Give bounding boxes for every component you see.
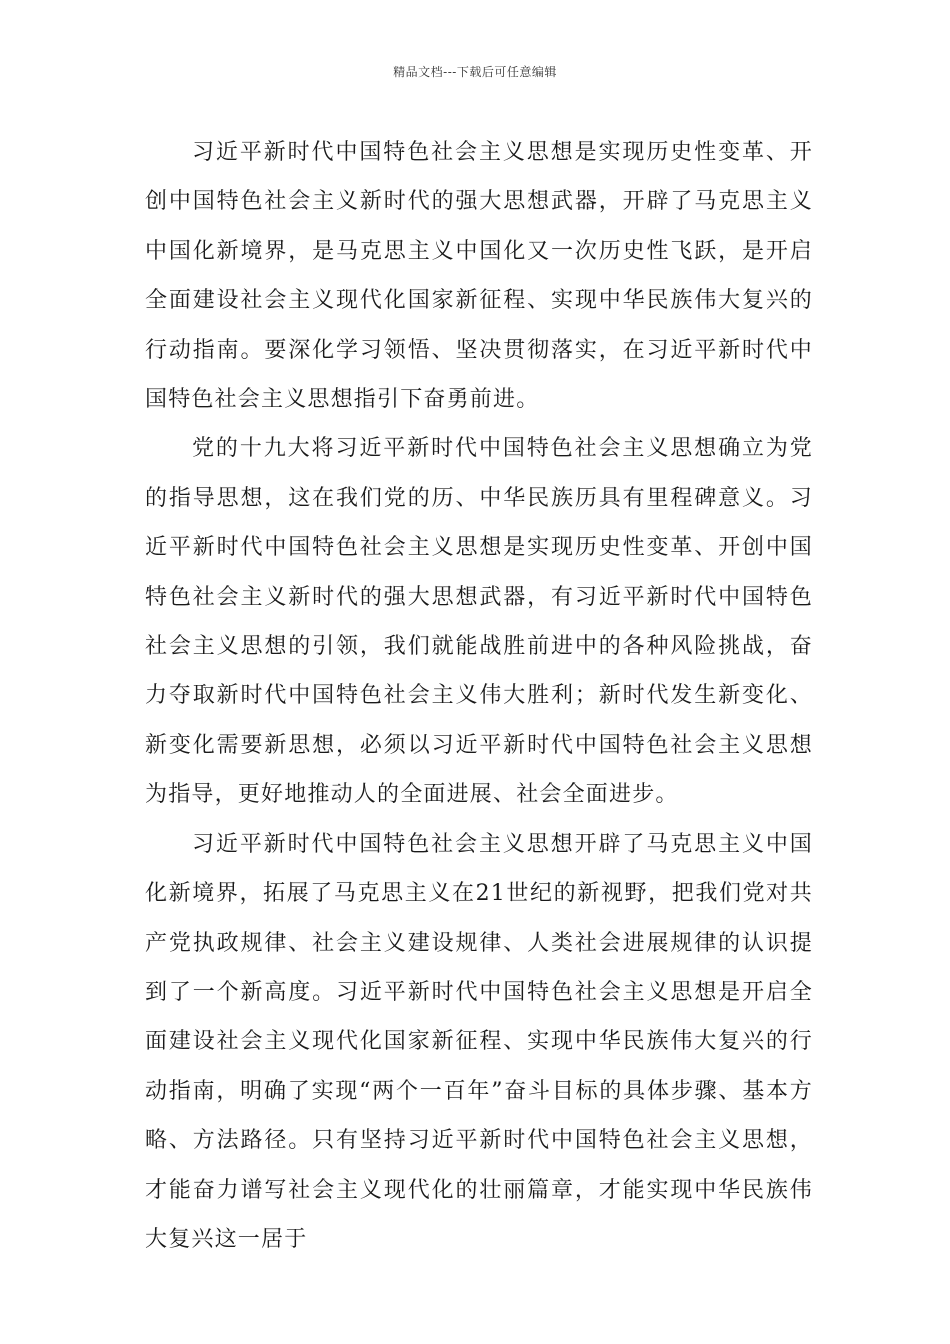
- paragraph-3: 习近平新时代中国特色社会主义思想开辟了马克思主义中国化新境界，拓展了马克思主义在21世纪的新视野，把我们党对共产党执政规律、社会主义建设规律、人类社会进展规律的认识提到了一个新高度。习近平新时代中国特色社会主义思想是开启全面建设社会主义现代化国家新征程、实现中华民族伟大复兴的行动指南，明确了实现“两个一百年”奋斗目标的具体步骤、基本方略、方法路径。只有坚持习近平新时代中国特色社会主义思想，才能奋力谱写社会主义现代化的壮丽篇章，才能实现中华民族伟大复兴这一居于: [145, 831, 813, 1252]
- paragraph-1: 习近平新时代中国特色社会主义思想是实现历史性变革、开创中国特色社会主义新时代的强大思想武器，开辟了马克思主义中国化新境界，是马克思主义中国化又一次历史性飞跃，是开启全面建设社会主义现代化国家新征程、实现中华民族伟大复兴的行动指南。要深化学习领悟、坚决贯彻落实，在习近平新时代中国特色社会主义思想指引下奋勇前进。: [145, 140, 813, 413]
- page-header: 精品文档---下载后可任意编辑: [393, 65, 557, 79]
- paragraph-2: 党的十九大将习近平新时代中国特色社会主义思想确立为党的指导思想，这在我们党的历、中华民族历具有里程碑意义。习近平新时代中国特色社会主义思想是实现历史性变革、开创中国特色社会主义新时代的强大思想武器，有习近平新时代中国特色社会主义思想的引领，我们就能战胜前进中的各种风险挑战，奋力夺取新时代中国特色社会主义伟大胜利；新时代发生新变化、新变化需要新思想，必须以习近平新时代中国特色社会主义思想为指导，更好地推动人的全面进展、社会全面进步。: [145, 436, 813, 808]
- document-body: [145, 128, 813, 1264]
